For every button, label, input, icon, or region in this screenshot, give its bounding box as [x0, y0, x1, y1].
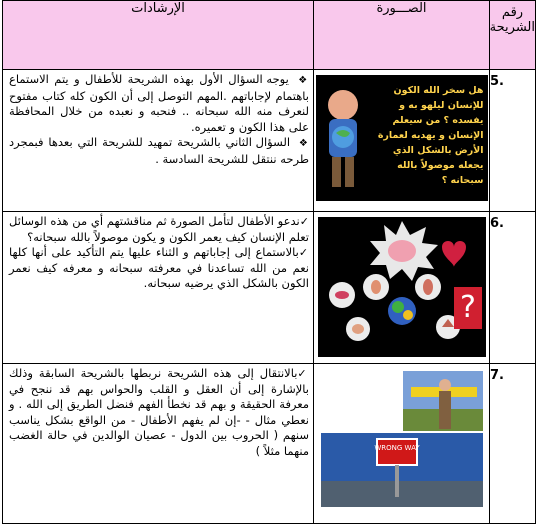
guidance-paragraph	[9, 214, 309, 245]
guidance-text: بالانتقال إلى هذه الشريحة نربطها بالشريحة السابقة وذلك بالإشارة إلى أن العقل و القلب والحواس بهم قد ننجح في معرفة الحقيقة و بهم قد نخطأ الفهم فنضل الطريق إلى الله . و نعطي مثال - -إن لم يفهم الأطفال - من الواقع بشكل يناسب سنهم ( الحروب بين الدول - عصيان الوالدين في حالة الغضب منهما مثلاً )	[9, 366, 309, 458]
checkmark-icon: ✓	[297, 367, 309, 380]
header-row	[3, 1, 536, 70]
guidance-text: بالاستماع إلى إجاباتهم و الثناء عليها يتم التأكيد على أنها كلها نعم من الله تساعدنا في معرفته سبحانه و معرفه كيف نعمر الكون بالشكل الذي يرضيه سبحانه.	[9, 245, 309, 291]
slide-image	[316, 75, 488, 201]
slide-image-cell	[314, 70, 490, 212]
guidance-paragraph	[9, 245, 309, 292]
table-row	[3, 364, 536, 524]
guidance-cell	[3, 364, 314, 524]
checkmark-icon: ✓	[299, 215, 309, 228]
senses-diagram-image	[318, 217, 486, 357]
slide-image	[317, 369, 487, 511]
guidance-text: ندعو الأطفال لتأمل الصورة ثم مناقشتهم أي من هذه الوسائل تعلم الإنسان كيف يعمر الكون و يكون موصولاً بالله سبحانه؟	[9, 214, 309, 244]
diamond-bullet-icon: ❖	[298, 138, 310, 150]
header-guidance: الإرشادات	[3, 1, 314, 70]
guidance-paragraph	[9, 72, 309, 135]
slide-number: 7.	[490, 364, 536, 524]
slide-image	[318, 217, 486, 357]
guidance-paragraph	[9, 135, 309, 167]
slide-number: 5.	[490, 70, 536, 212]
table-row	[3, 212, 536, 364]
slide-number: 6.	[490, 212, 536, 364]
checkmark-icon: ✓	[298, 246, 309, 260]
svg-text:?: ?	[459, 290, 476, 325]
lesson-table	[2, 0, 536, 524]
thinking-man-image	[320, 85, 366, 193]
guidance-cell	[3, 70, 314, 212]
diamond-bullet-icon: ❖	[298, 75, 310, 86]
guidance-cell	[3, 212, 314, 364]
table-row	[3, 70, 536, 212]
slide-image-cell	[314, 364, 490, 524]
header-image: الصـــورة	[314, 1, 490, 70]
guidance-text: السؤال الثاني بالشريحة تمهيد للشريحة التي بعدها فبمجرد طرحه ننتقل للشريحة السادسة .	[9, 135, 309, 166]
wrong-way-image	[317, 369, 487, 511]
slide-question-text: هل سخر الله الكون للإنسان ليلهو به و يفسده ؟ من سيعلم الإنسان و يهديه لعمارة الأرض بالشكل الذي يجعله موصولاً بالله سبحانه ؟	[377, 85, 484, 186]
slide-image-cell	[314, 212, 490, 364]
header-number: رقم الشريحة	[490, 1, 536, 70]
sign-text: WRONG WAY	[373, 444, 420, 452]
guidance-paragraph	[9, 366, 309, 460]
guidance-text: يوجه السؤال الأول بهذه الشريحة للأطفال و يتم الاستماع باهتمام لإجاباتهم .المهم التوصل إلى أن الكون كله كتاب مفتوح لنعرف منه الله سبحانه .. فنحبه و نعبده من خلال المحافظة على هذا الكون و تعميره.	[9, 72, 309, 134]
